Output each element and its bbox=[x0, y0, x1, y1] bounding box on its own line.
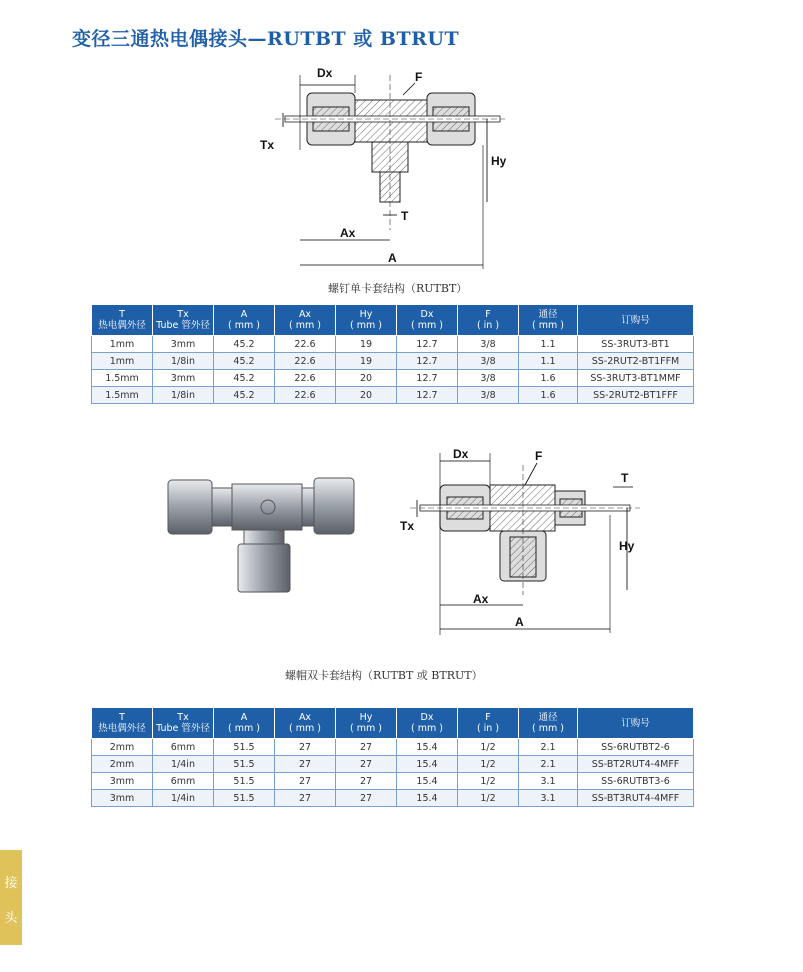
dim-label-dx: Dx bbox=[317, 66, 333, 80]
col-header-a: A ( mm ) bbox=[214, 708, 275, 739]
cell: 2mm bbox=[92, 739, 153, 756]
cell: 51.5 bbox=[214, 739, 275, 756]
cell: SS-2RUT2-BT1FFM bbox=[578, 353, 694, 370]
table-row bbox=[92, 739, 694, 756]
col-header-t: T 热电偶外径 bbox=[92, 708, 153, 739]
cell: 1.6 bbox=[519, 370, 578, 387]
cell: 15.4 bbox=[397, 773, 458, 790]
col-header-hy: Hy ( mm ) bbox=[336, 305, 397, 336]
cell: 12.7 bbox=[397, 353, 458, 370]
dim-label-t: T bbox=[621, 471, 629, 485]
spec-table-rutbt-btrut bbox=[91, 707, 694, 807]
cell: SS-3RUT3-BT1MMF bbox=[578, 370, 694, 387]
cell: 1/8in bbox=[153, 353, 214, 370]
cell: 1.1 bbox=[519, 353, 578, 370]
dim-label-tx: Tx bbox=[260, 138, 275, 152]
cell: 3.1 bbox=[519, 773, 578, 790]
dim-label-f: F bbox=[535, 449, 543, 463]
col-header-t: T 热电偶外径 bbox=[92, 305, 153, 336]
dim-label-ax: Ax bbox=[340, 226, 356, 240]
cell: 3.1 bbox=[519, 790, 578, 807]
side-tab-char: 接 bbox=[4, 876, 18, 891]
col-header-f: F ( in ) bbox=[458, 708, 519, 739]
cell: SS-BT2RUT4-4MFF bbox=[578, 756, 694, 773]
cell: 2.1 bbox=[519, 756, 578, 773]
table-header-row bbox=[92, 305, 694, 336]
cell: 27 bbox=[336, 739, 397, 756]
dim-label-hy: Hy bbox=[491, 154, 507, 168]
cell: 3mm bbox=[92, 790, 153, 807]
dim-label-tx: Tx bbox=[400, 519, 415, 533]
cell: 51.5 bbox=[214, 790, 275, 807]
cell: 27 bbox=[336, 773, 397, 790]
cell: 27 bbox=[275, 790, 336, 807]
diagram2-caption: 螺帽双卡套结构（RUTBT 或 BTRUT） bbox=[285, 669, 483, 682]
cell: SS-6RUTBT2-6 bbox=[578, 739, 694, 756]
table-row bbox=[92, 370, 694, 387]
cell: 1/2 bbox=[458, 790, 519, 807]
dim-label-dx: Dx bbox=[453, 447, 469, 461]
cell: 1/2 bbox=[458, 756, 519, 773]
cell: 2mm bbox=[92, 756, 153, 773]
table-row bbox=[92, 336, 694, 353]
product-photo bbox=[160, 470, 360, 600]
col-header-tx: Tx Tube 管外径 bbox=[153, 708, 214, 739]
cell: SS-BT3RUT4-4MFF bbox=[578, 790, 694, 807]
cell: 3/8 bbox=[458, 387, 519, 404]
cell: 1.5mm bbox=[92, 387, 153, 404]
cell: 20 bbox=[336, 370, 397, 387]
col-header-dx: Dx ( mm ) bbox=[397, 708, 458, 739]
table-row bbox=[92, 756, 694, 773]
dim-label-hy: Hy bbox=[619, 539, 635, 553]
cell: 45.2 bbox=[214, 353, 275, 370]
cell: 22.6 bbox=[275, 370, 336, 387]
table-header-row bbox=[92, 708, 694, 739]
cell: 12.7 bbox=[397, 387, 458, 404]
cell: 1mm bbox=[92, 353, 153, 370]
dim-label-ax: Ax bbox=[473, 592, 489, 606]
col-header-tx: Tx Tube 管外径 bbox=[153, 305, 214, 336]
cell: 27 bbox=[336, 756, 397, 773]
cell: 22.6 bbox=[275, 387, 336, 404]
cell: 3/8 bbox=[458, 370, 519, 387]
diagram-rutbt-nut bbox=[395, 445, 655, 635]
dim-label-a: A bbox=[515, 615, 524, 629]
col-header-bore: 通径 ( mm ) bbox=[519, 305, 578, 336]
cell: 19 bbox=[336, 353, 397, 370]
col-header-hy: Hy ( mm ) bbox=[336, 708, 397, 739]
cell: SS-6RUTBT3-6 bbox=[578, 773, 694, 790]
cell: 6mm bbox=[153, 773, 214, 790]
cell: 19 bbox=[336, 336, 397, 353]
diagram-rutbt-screw bbox=[255, 55, 515, 275]
col-header-ax: Ax ( mm ) bbox=[275, 305, 336, 336]
side-tab-char: 头 bbox=[4, 911, 18, 926]
cell: 1/2 bbox=[458, 739, 519, 756]
dim-label-a: A bbox=[388, 251, 397, 265]
cell: SS-2RUT2-BT1FFF bbox=[578, 387, 694, 404]
cell: 45.2 bbox=[214, 370, 275, 387]
table-row bbox=[92, 387, 694, 404]
cell: 20 bbox=[336, 387, 397, 404]
cell: 3mm bbox=[92, 773, 153, 790]
table-row bbox=[92, 790, 694, 807]
cell: 27 bbox=[275, 756, 336, 773]
section-side-tab bbox=[0, 850, 22, 945]
cell: 15.4 bbox=[397, 790, 458, 807]
cell: 1.1 bbox=[519, 336, 578, 353]
col-header-a: A ( mm ) bbox=[214, 305, 275, 336]
cell: 1/4in bbox=[153, 790, 214, 807]
spec-table-rutbt bbox=[91, 304, 694, 404]
col-header-order-no: 订购号 bbox=[578, 305, 694, 336]
cell: 51.5 bbox=[214, 756, 275, 773]
cell: 1.6 bbox=[519, 387, 578, 404]
cell: 1/4in bbox=[153, 756, 214, 773]
cell: 3mm bbox=[153, 336, 214, 353]
cell: 27 bbox=[275, 739, 336, 756]
cell: 22.6 bbox=[275, 336, 336, 353]
cell: 27 bbox=[336, 790, 397, 807]
col-header-dx: Dx ( mm ) bbox=[397, 305, 458, 336]
cell: 45.2 bbox=[214, 387, 275, 404]
cell: 2.1 bbox=[519, 739, 578, 756]
cell: 27 bbox=[275, 773, 336, 790]
dim-label-f: F bbox=[415, 70, 423, 84]
cell: 51.5 bbox=[214, 773, 275, 790]
col-header-f: F ( in ) bbox=[458, 305, 519, 336]
cell: SS-3RUT3-BT1 bbox=[578, 336, 694, 353]
cell: 15.4 bbox=[397, 739, 458, 756]
cell: 1/2 bbox=[458, 773, 519, 790]
table-row bbox=[92, 353, 694, 370]
cell: 12.7 bbox=[397, 336, 458, 353]
table-row bbox=[92, 773, 694, 790]
cell: 3/8 bbox=[458, 353, 519, 370]
cell: 3mm bbox=[153, 370, 214, 387]
dim-label-t: T bbox=[401, 209, 409, 223]
cell: 15.4 bbox=[397, 756, 458, 773]
page-title: 变径三通热电偶接头—RUTBT 或 BTRUT bbox=[72, 28, 460, 50]
cell: 6mm bbox=[153, 739, 214, 756]
cell: 45.2 bbox=[214, 336, 275, 353]
cell: 3/8 bbox=[458, 336, 519, 353]
col-header-bore: 通径 ( mm ) bbox=[519, 708, 578, 739]
cell: 12.7 bbox=[397, 370, 458, 387]
diagram1-caption: 螺钉单卡套结构（RUTBT） bbox=[328, 282, 468, 295]
cell: 1/8in bbox=[153, 387, 214, 404]
cell: 22.6 bbox=[275, 353, 336, 370]
cell: 1mm bbox=[92, 336, 153, 353]
col-header-order-no: 订购号 bbox=[578, 708, 694, 739]
cell: 1.5mm bbox=[92, 370, 153, 387]
col-header-ax: Ax ( mm ) bbox=[275, 708, 336, 739]
